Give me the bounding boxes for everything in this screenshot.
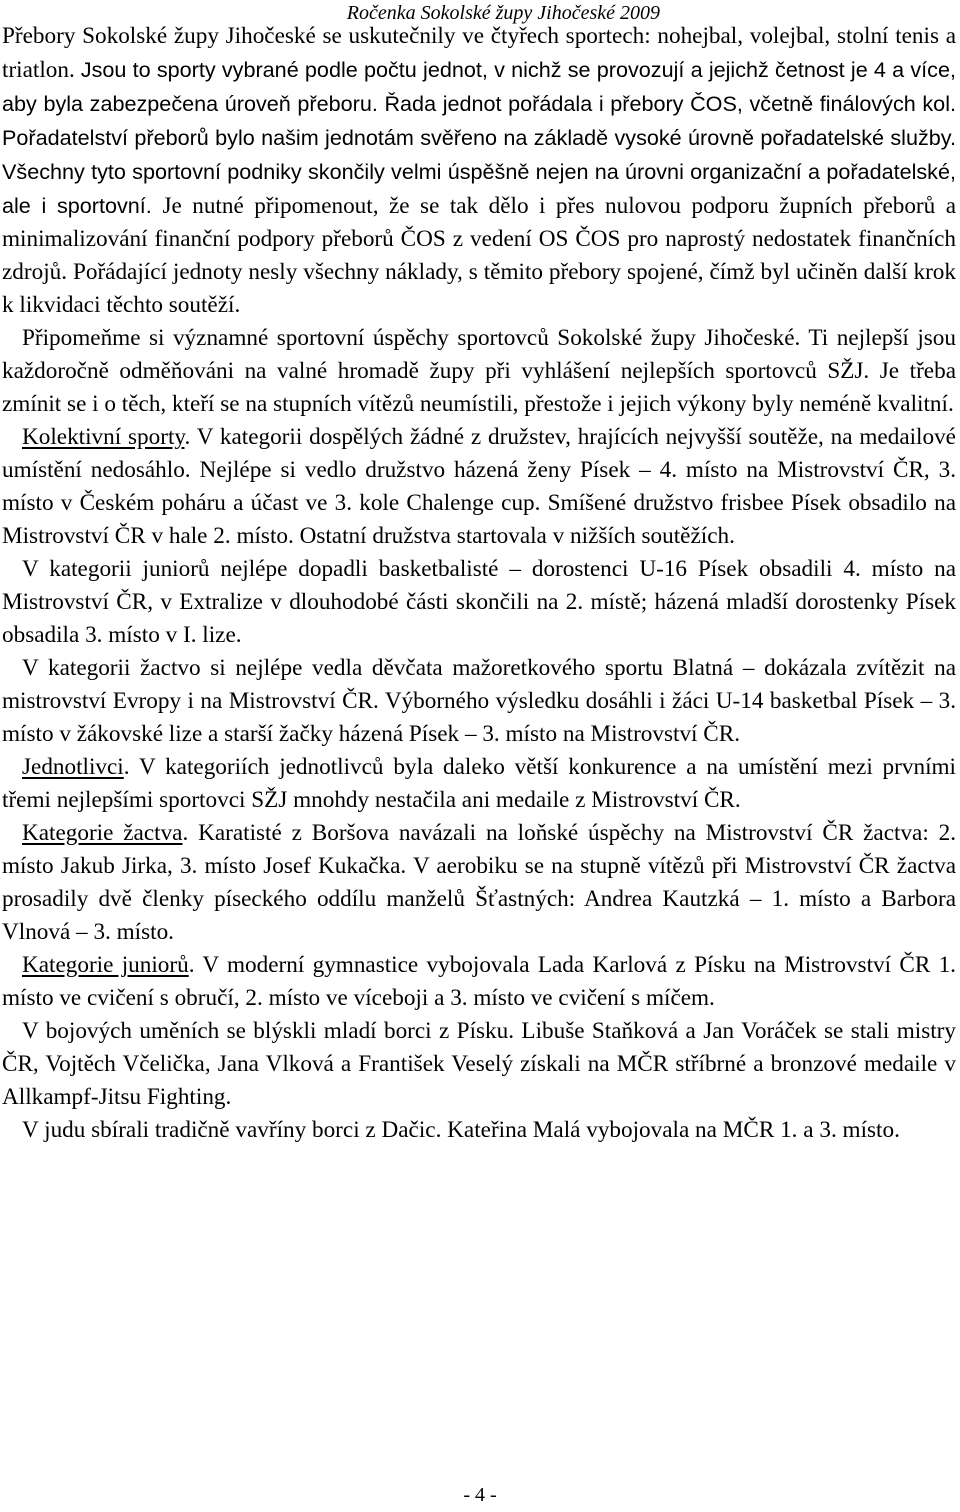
text-youth-category: . Karatisté z Boršova navázali na loňské úspěchy na Mistrovství ČR žactva: 2. místo Jakub Jirka, 3. místo Josef Kukačka. V aerobiku se na stupně vítězů při Mistrovství ČR žactva prosadily dvě členky píseckého oddílu manželů Šťastných: Andrea Kautzká – 1. místo a Barbora Vlnová – 3. místo.: [2, 820, 957, 945]
paragraph-intro: [2, 20, 956, 322]
running-header-title: Ročenka Sokolské župy Jihočeské 2009: [346, 2, 660, 24]
heading-individuals: Jednotlivci: [22, 754, 124, 780]
text-juniors-category: . V moderní gymnastice vybojovala Lada Karlová z Písku na Mistrovství ČR 1. místo ve cvičení s obručí, 2. místo ve víceboji a 3. místo ve cvičení s míčem.: [2, 952, 956, 1011]
paragraph-team-sports: [2, 421, 956, 553]
paragraph-successes: Připomeňme si významné sportovní úspěchy sportovců Sokolské župy Jihočeské. Ti nejlepší jsou každoročně odměňováni na valné hromadě župy při vyhlášení nejlepších sportovců SŽJ. Je třeba zmínit se i o těch, kteří se na stupních vítězů neumístili, přestože i jejich výkony byly neméně kvalitní.: [2, 325, 956, 417]
heading-youth-category: Kategorie žactva: [22, 820, 183, 846]
paragraph-juniors-teams: V kategorii juniorů nejlépe dopadli basketbalisté – dorostenci U-16 Písek obsadili 4. místo na Mistrovství ČR, v Extralize v dlouhodobé části skončili na 2. místě; házená mladší dorostenky Písek obsadila 3. místo v I. lize.: [2, 556, 956, 648]
page-number: - 4 -: [463, 1484, 497, 1506]
text-team-sports: . V kategorii dospělých žádné z družstev, hrajících nejvyšší soutěže, na medailové umístění nedosáhlo. Nejlépe si vedlo družstvo házená ženy Písek – 4. místo na Mistrovství ČR, 3. místo v Českém poháru a účast ve 3. kole Chalenge cup. Smíšené družstvo frisbee Písek obsadilo na Mistrovství ČR v hale 2. místo. Ostatní družstva startovala v nižších soutěžích.: [2, 424, 956, 549]
paragraph-youth-category: [2, 817, 956, 949]
paragraph-judo: V judu sbírali tradičně vavříny borci z Dačic. Kateřina Malá vybojovala na MČR 1. a 3. místo.: [22, 1117, 900, 1143]
paragraph-individuals: [2, 751, 956, 817]
paragraph-martial-arts: V bojových uměních se blýskli mladí borci z Písku. Libuše Staňková a Jan Voráček se stali mistry ČR, Vojtěch Včelička, Jana Vlková a František Veselý získali na MČR stříbrné a bronzové medaile v Allkampf-Jitsu Fighting.: [2, 1018, 956, 1110]
text-individuals: . V kategoriích jednotlivců byla daleko větší konkurence a na umístění mezi prvními třemi nejlepšími sportovci SŽJ mnohdy nestačila ani medaile z Mistrovství ČR.: [2, 754, 956, 813]
heading-juniors-category: Kategorie juniorů: [22, 952, 189, 978]
paragraph-youth-teams: V kategorii žactvo si nejlépe vedla děvčata mažoretkového sportu Blatná – dokázala zvítězit na mistrovství Evropy i na Mistrovství ČR. Výborného výsledku dosáhli i žáci U-14 basketbal Písek – 3. místo v žákovské lize a starší žačky házená Písek – 3. místo na Mistrovství ČR.: [2, 655, 956, 747]
paragraph-intro-part-a: Přebory Sokolské župy Jihočeské se uskutečnily ve čtyřech sportech: nohejbal, volejbal, stolní tenis a triatlon.: [2, 23, 956, 83]
document-body: [2, 20, 956, 1147]
paragraph-intro-part-c: Je nutné připomenout, že se tak dělo i přes nulovou podporu župních přeborů a minimalizování finanční podpory přeborů ČOS z vedení OS ČOS pro naprostý nedostatek finančních zdrojů. Pořádající jednoty nesly všechny náklady, s těmito přebory spojené, čímž byl učiněn další krok k likvidaci těchto soutěží.: [2, 193, 956, 318]
paragraph-juniors-category: [2, 949, 956, 1015]
heading-team-sports: Kolektivní sporty: [22, 424, 185, 450]
paragraph-intro-part-b: Jsou to sporty vybrané podle počtu jednot, v nichž se provozují a jejichž četnost je 4 a více, aby byla zabezpečena úroveň přeboru. Řada jednot pořádala i přebory ČOS, včetně finálových kol. Pořadatelství přeborů bylo našim jednotám svěřeno na základě vysoké úrovně pořadatelské služby. Všechny tyto sportovní podniky skončily velmi úspěšně nejen na úrovni organizační a pořadatelské, ale i sportovní.: [2, 57, 956, 218]
